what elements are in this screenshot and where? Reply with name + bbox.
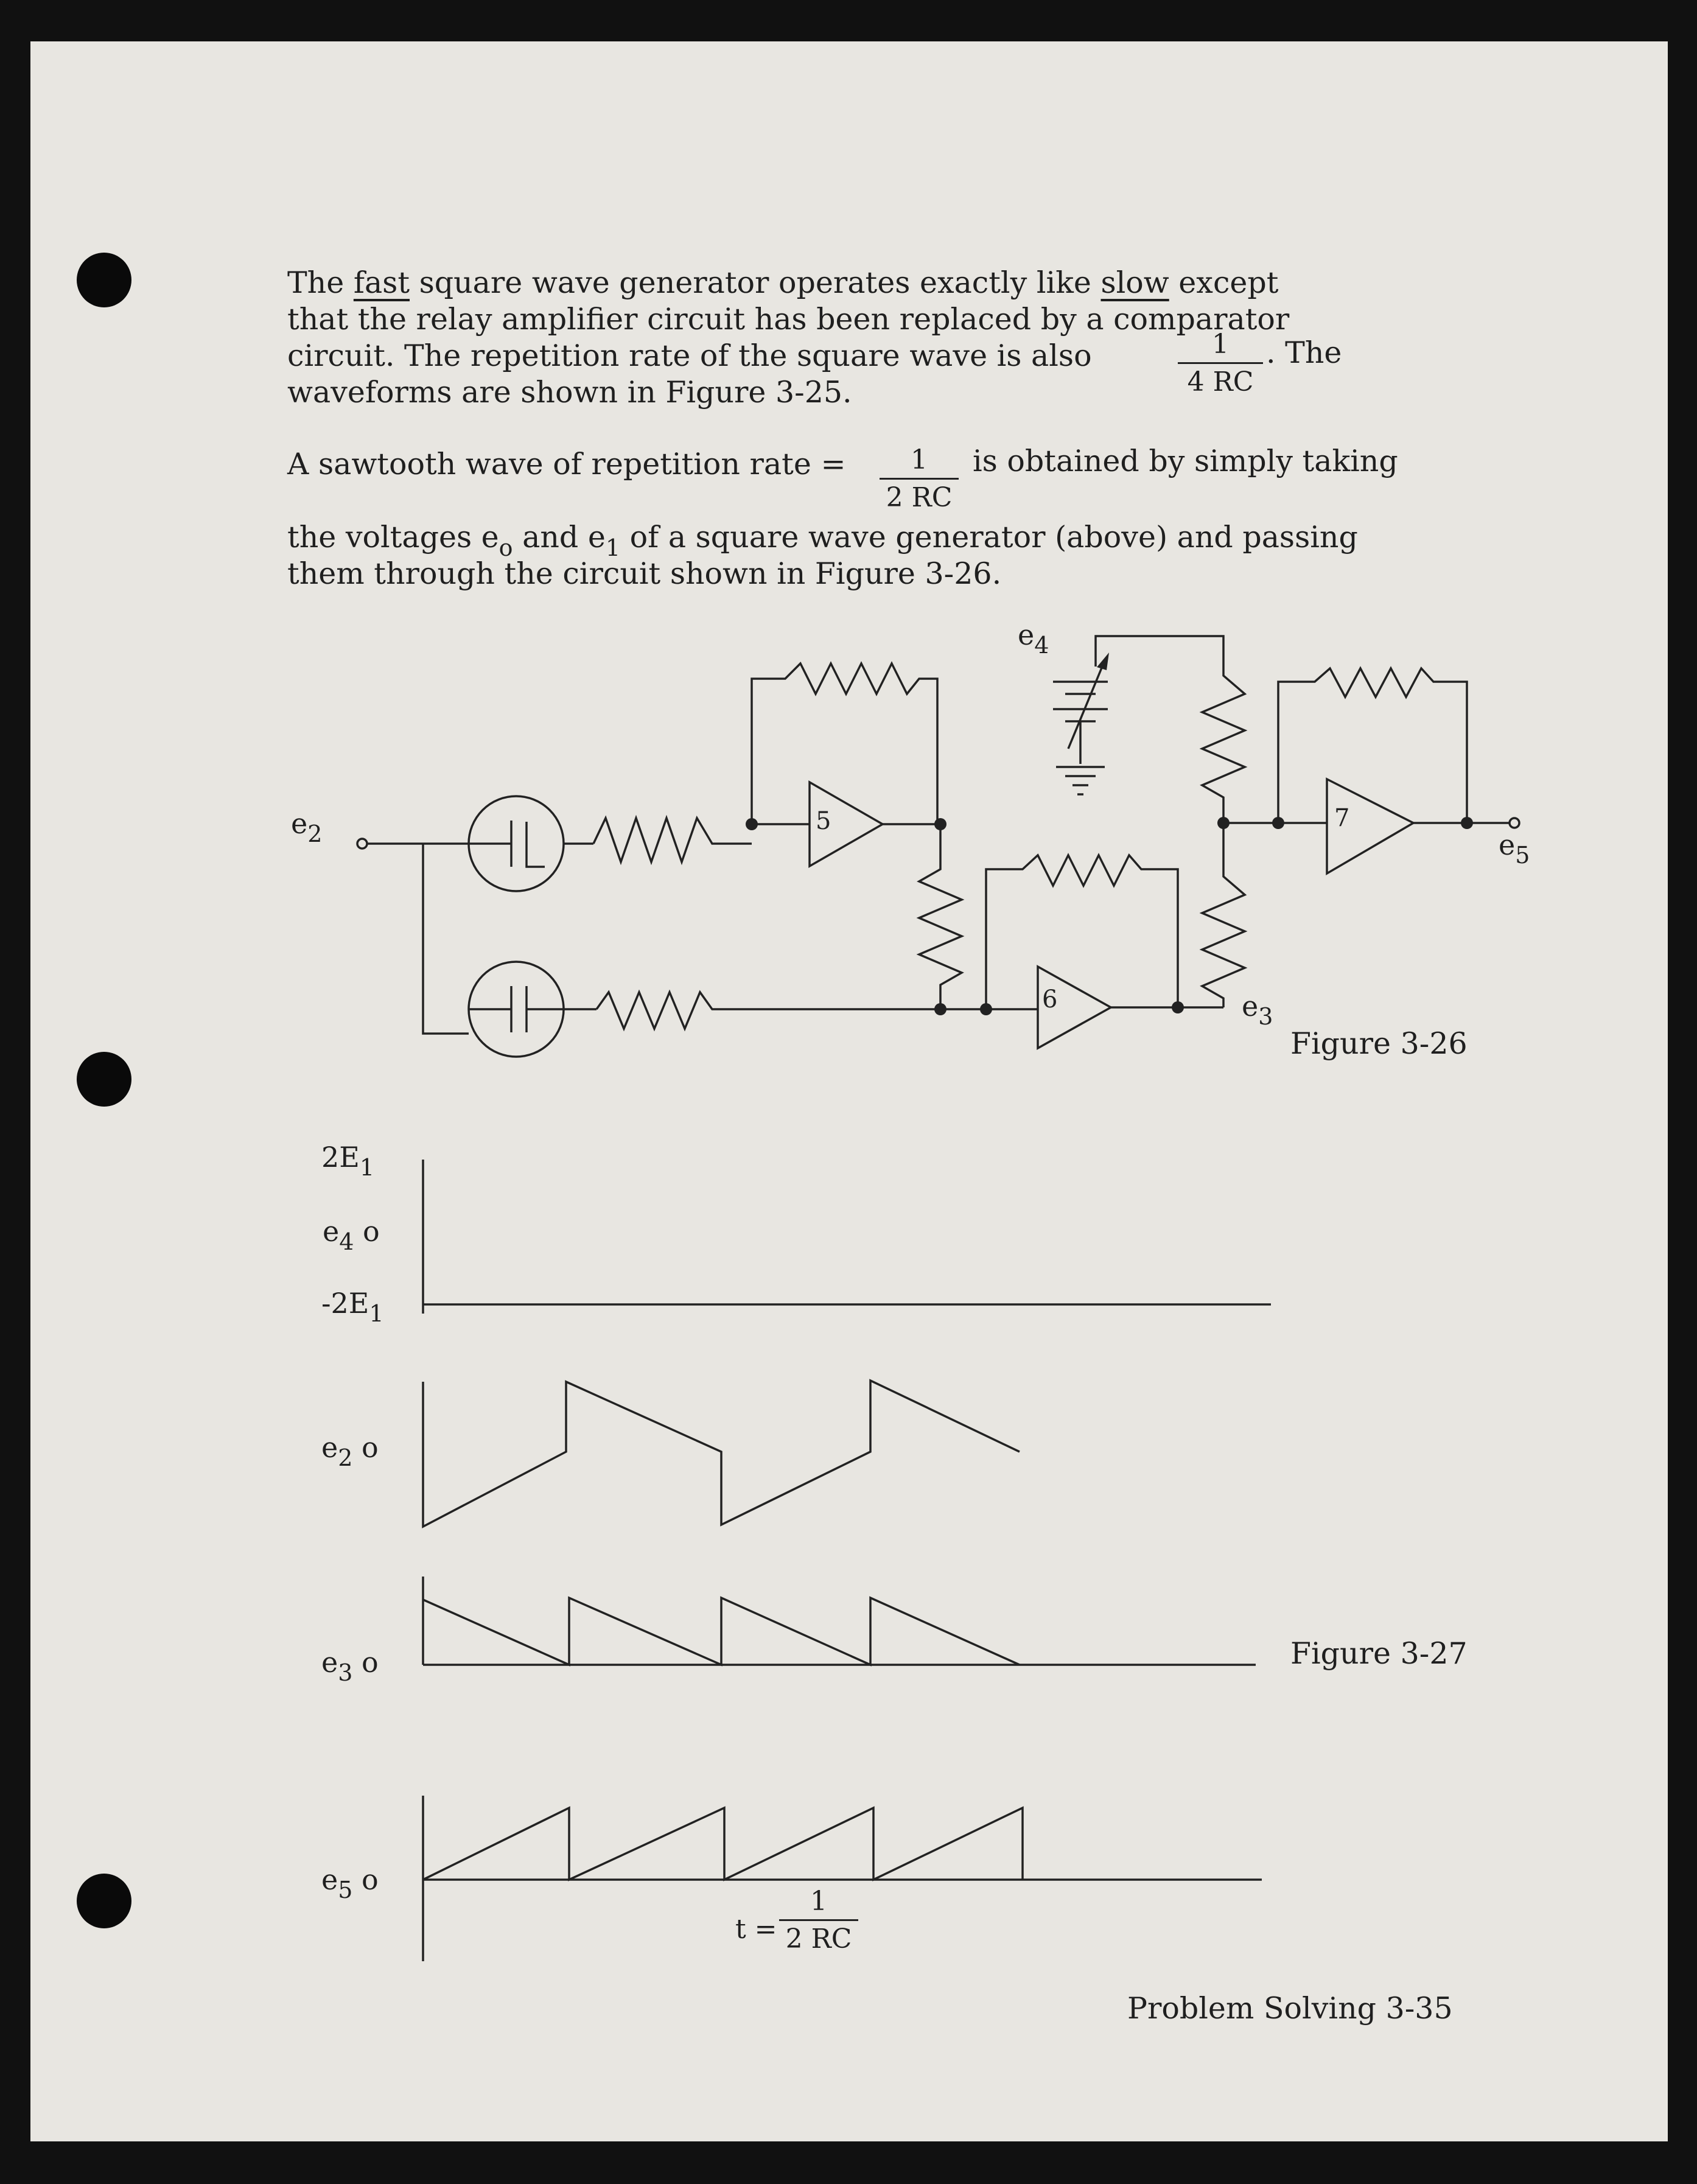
fraction-1-over-2rc: 1 2 RC: [880, 444, 959, 513]
label-e3: $e_3$ o: [321, 1646, 379, 1686]
e5-label: $e_5$: [1499, 828, 1530, 869]
e3-trace: [423, 1598, 1020, 1665]
fraction-1-over-4rc: 1 4 RC: [1178, 329, 1263, 397]
amp6-label: 6: [1042, 985, 1058, 1013]
label-minus-2e1: $-2E_1$: [321, 1287, 384, 1327]
e4-trace: [423, 1160, 1271, 1314]
label-e5: $e_5$ o: [321, 1863, 379, 1903]
paragraph1-line2: that the relay amplifier circuit has been replaced by a comparator: [287, 302, 1290, 337]
paragraph1-line1: The fast square wave generator operates exactly like slow except: [287, 265, 1279, 300]
paragraph1-line3-end: . The: [1266, 335, 1342, 370]
e3-label: $e_3$: [1242, 990, 1273, 1030]
figure-3-27-caption: Figure 3-27: [1290, 1636, 1468, 1671]
e2-label: $e_2$: [291, 807, 323, 847]
paragraph2-line3: them through the circuit shown in Figure 3-26.: [287, 556, 1002, 591]
paragraph2-line1: A sawtooth wave of repetition rate =: [287, 447, 846, 481]
paragraph2-line2: the voltages $e_o$ and $e_1$ of a square wave generator (above) and passing: [287, 520, 1358, 561]
e2-trace: [423, 1381, 1020, 1527]
t-fraction: 1 2 RC: [779, 1886, 858, 1955]
paragraph1-line4: waveforms are shown in Figure 3-25.: [287, 375, 852, 410]
amp5-label: 5: [816, 807, 831, 835]
label-2e1: $2E_1$: [321, 1141, 375, 1181]
paragraph2-line1-end: is obtained by simply taking: [973, 444, 1398, 478]
figure-3-26-caption: Figure 3-26: [1290, 1026, 1468, 1061]
page-footer: Problem Solving 3-35: [1127, 1991, 1453, 2026]
paragraph1-line3: circuit. The repetition rate of the square wave is also: [287, 338, 1092, 373]
t-label: t =: [735, 1914, 777, 1945]
label-e4: $e_4$ o: [323, 1215, 380, 1255]
label-e2: $e_2$ o: [321, 1431, 379, 1471]
e4-label: $e_4$: [1018, 618, 1049, 659]
e5-trace: [423, 1808, 1023, 1880]
amp7-label: 7: [1334, 804, 1350, 832]
